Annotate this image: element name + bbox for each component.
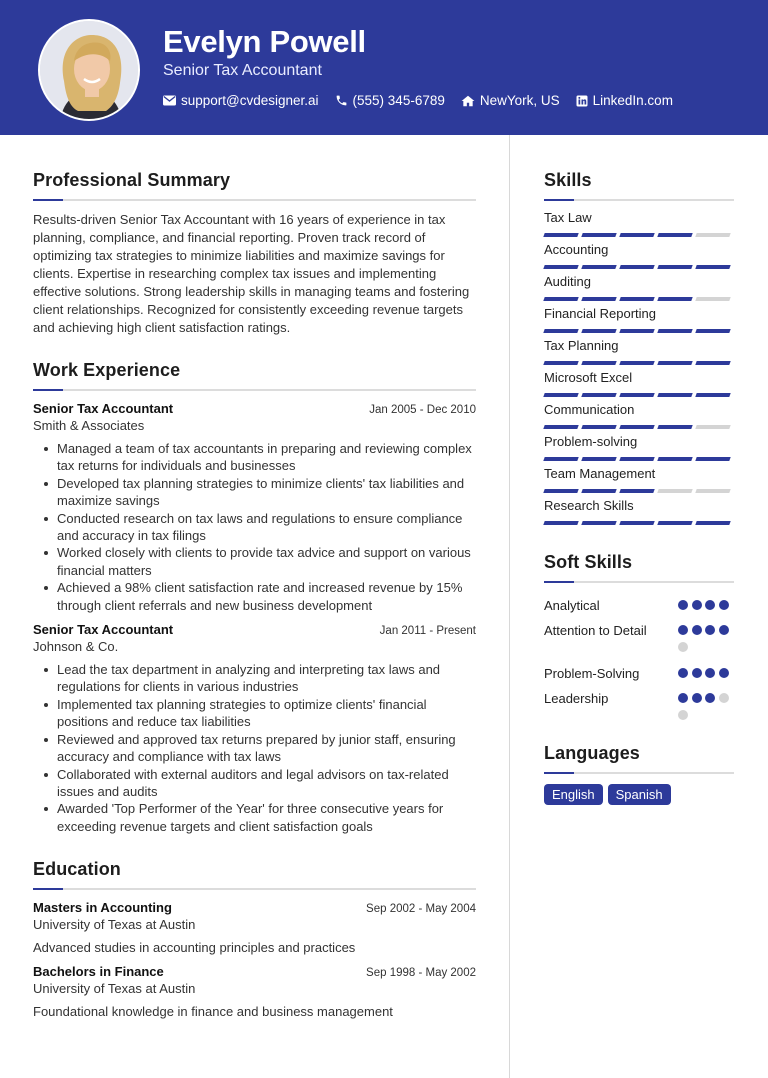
skill-segment-empty [695,489,730,493]
languages-heading: Languages [544,743,640,763]
school-name: University of Texas at Austin [33,917,196,933]
skill-item [544,434,734,466]
soft-skill-name: Attention to Detail [544,623,647,638]
rating-dot-filled [719,625,729,635]
skill-item [544,466,734,498]
skill-segment-filled [657,521,692,525]
skill-item [544,370,734,402]
education-dates: Sep 2002 - May 2004 [366,903,476,916]
skill-segment-filled [619,329,654,333]
skill-name: Problem-solving [544,434,638,449]
skill-segment-filled [581,329,616,333]
education-description: Foundational knowledge in finance and business management [33,1004,393,1020]
skill-name: Microsoft Excel [544,370,633,385]
skill-segment-filled [581,425,616,429]
skill-segment-filled [657,361,692,365]
soft-skill-rating [678,668,734,685]
skill-item [544,306,734,338]
job-bullet: Managed a team of tax accountants in preparing and reviewing complex tax returns for individuals and businesses [43,440,476,475]
skill-item [544,402,734,434]
home-icon [461,95,475,107]
skill-segment-filled [657,265,692,269]
experience-section [33,360,476,835]
job-company: Johnson & Co. [33,639,119,655]
skill-segment-filled [695,329,730,333]
soft-skill-name: Leadership [544,691,609,706]
avatar [38,19,140,121]
skill-level-bar [544,457,734,461]
skill-segment-filled [543,457,578,461]
candidate-name: Evelyn Powell [163,24,366,59]
skill-segment-filled [581,297,616,301]
skill-segment-filled [581,393,616,397]
job-dates: Jan 2005 - Dec 2010 [369,404,476,416]
skill-item [544,498,734,530]
section-rule [544,772,734,774]
education-section [33,859,476,1019]
job-bullet: Awarded 'Top Performer of the Year' for three consecutive years for exceeding revenue targets and client satisfaction goals [43,800,476,835]
skill-segment-filled [543,233,578,237]
main-column [33,170,476,1019]
skill-segment-filled [695,521,730,525]
contact-list [163,93,689,108]
job-bullet: Reviewed and approved tax returns prepared by junior staff, ensuring accuracy and compliance with tax laws [43,731,476,766]
skill-segment-filled [581,233,616,237]
job-bullet: Achieved a 98% client satisfaction rate and increased revenue by 15% through client referrals and new business development [43,579,476,614]
skill-segment-filled [543,329,578,333]
education-heading: Education [33,859,121,880]
soft-skill-item [544,597,734,617]
rating-dot-filled [705,600,715,610]
job-bullet: Conducted research on tax laws and regulations to ensure compliance and accuracy in tax filings [43,510,476,545]
skill-segment-filled [619,265,654,269]
skill-segment-filled [543,361,578,365]
job-bullet: Collaborated with external auditors and legal advisors on tax-related issues and audits [43,766,476,801]
soft-skills-list [544,597,734,727]
skill-segment-filled [619,233,654,237]
candidate-title: Senior Tax Accountant [163,62,322,79]
degree-title: Masters in Accounting [33,900,172,916]
skill-segment-filled [695,361,730,365]
experience-heading: Work Experience [33,360,181,380]
soft-skill-rating [678,625,734,659]
skill-segment-filled [657,233,692,237]
languages-section [544,743,734,805]
rating-dot-filled [692,600,702,610]
section-rule [33,888,476,890]
contact-phone-text: (555) 345-6789 [352,93,445,108]
job-dates: Jan 2011 - Present [379,625,476,638]
rating-dot-filled [705,625,715,635]
section-rule [544,199,734,201]
skill-name: Communication [544,402,635,417]
section-rule [33,389,476,391]
skill-segment-filled [657,329,692,333]
skill-name: Accounting [544,242,609,257]
rating-dot-filled [692,625,702,635]
school-name: University of Texas at Austin [33,981,196,997]
skill-segment-filled [657,297,692,301]
skill-segment-filled [657,425,692,429]
rating-dot-filled [678,600,688,610]
skill-segment-filled [543,265,578,269]
skill-level-bar [544,265,734,269]
language-chip: Spanish [608,784,671,805]
language-chip: English [544,784,603,805]
job-bullets [43,440,476,614]
skill-segment-filled [543,425,578,429]
rating-dot-filled [678,668,688,678]
skill-segment-filled [581,489,616,493]
job-bullet: Implemented tax planning strategies to optimize clients' financial positions and reduce tax liabilities [43,696,476,731]
skill-segment-filled [695,265,730,269]
section-rule [544,581,734,583]
skill-segment-filled [543,297,578,301]
soft-skill-name: Problem-Solving [544,666,640,681]
job-bullet: Lead the tax department in analyzing and interpreting tax laws and regulations for clients in various industries [43,661,476,696]
soft-skill-name: Analytical [544,598,600,613]
skill-name: Auditing [544,274,591,289]
soft-skill-item [544,690,734,727]
rating-dot-filled [705,668,715,678]
education-entry [33,900,476,955]
skill-segment-filled [543,393,578,397]
skill-name: Tax Law [544,210,592,225]
skill-segment-filled [619,297,654,301]
skill-segment-filled [619,457,654,461]
skill-level-bar [544,329,734,333]
contact-email-text: support@cvdesigner.ai [181,93,319,108]
skills-section [544,170,734,530]
skill-segment-filled [619,425,654,429]
contact-linkedin-text: LinkedIn.com [592,93,673,108]
linkedin-icon [576,95,588,107]
rating-dot-empty [678,710,688,720]
skills-list [544,210,734,530]
soft-skill-rating [678,693,734,727]
skill-segment-filled [581,265,616,269]
skill-segment-filled [619,521,654,525]
soft-skill-item [544,622,734,659]
skill-level-bar [544,361,734,365]
rating-dot-filled [719,668,729,678]
skill-segment-filled [543,521,578,525]
skill-level-bar [544,297,734,301]
skill-segment-filled [657,393,692,397]
skill-segment-filled [581,457,616,461]
job-bullet: Developed tax planning strategies to minimize clients' tax liabilities and maximize savings [43,475,476,510]
job-company: Smith & Associates [33,418,145,433]
contact-linkedin[interactable] [576,93,673,108]
rating-dot-filled [719,600,729,610]
resume-header [0,0,768,135]
skill-level-bar [544,425,734,429]
rating-dot-empty [719,693,729,703]
skill-item [544,274,734,306]
job-bullet: Worked closely with clients to provide tax advice and support on various financial matters [43,544,476,579]
soft-skills-heading: Soft Skills [544,552,633,572]
skills-heading: Skills [544,170,592,190]
skill-segment-filled [619,361,654,365]
education-dates: Sep 1998 - May 2002 [366,967,476,980]
skill-segment-filled [581,521,616,525]
education-description: Advanced studies in accounting principles and practices [33,940,356,956]
skill-segment-filled [657,457,692,461]
phone-icon [335,94,348,107]
summary-text: Results-driven Senior Tax Accountant with 16 years of experience in tax planning, compliance, and financial reporting. Proven track record of optimizing tax strategies to minimize liabilities and maximize savings for clients. Expertise in researching complex tax issues and implementing effective solutions. Strong leadership skills in managing teams and fostering client relationships. Recognized for consistently exceeding revenue targets and achieving high client satisfaction ratings. [33,212,470,335]
skill-segment-filled [543,489,578,493]
contact-location [461,93,560,108]
skill-name: Research Skills [544,498,634,513]
skill-segment-empty [695,297,730,301]
skill-item [544,338,734,370]
contact-location-text: NewYork, US [479,93,560,108]
envelope-icon [163,95,176,106]
skill-level-bar [544,233,734,237]
degree-title: Bachelors in Finance [33,964,164,980]
languages-list [544,784,734,805]
skill-segment-filled [695,393,730,397]
job-entry [33,401,476,614]
job-title: Senior Tax Accountant [33,401,174,416]
skill-segment-empty [657,489,692,493]
skill-segment-filled [619,489,654,493]
skill-segment-empty [695,233,730,237]
skill-name: Team Management [544,466,656,481]
skill-segment-filled [695,457,730,461]
job-entry [33,622,476,835]
skill-name: Tax Planning [544,338,619,353]
sidebar-column [544,170,734,805]
column-divider [509,135,510,1078]
profile-photo [40,21,140,121]
rating-dot-filled [692,693,702,703]
rating-dot-filled [678,625,688,635]
rating-dot-filled [678,693,688,703]
skill-item [544,242,734,274]
summary-heading: Professional Summary [33,170,231,190]
section-rule [33,199,476,201]
skill-item [544,210,734,242]
rating-dot-filled [705,693,715,703]
skill-level-bar [544,521,734,525]
rating-dot-filled [692,668,702,678]
skill-segment-empty [695,425,730,429]
summary-section [33,170,476,337]
rating-dot-empty [678,642,688,652]
skill-level-bar [544,489,734,493]
skill-segment-filled [581,361,616,365]
job-bullets [43,661,476,835]
soft-skills-section [544,552,734,727]
skill-segment-filled [619,393,654,397]
contact-phone[interactable] [335,93,445,108]
soft-skill-rating [678,600,734,617]
education-entry [33,964,476,1019]
skill-name: Financial Reporting [544,306,657,321]
job-title: Senior Tax Accountant [33,622,174,638]
contact-email[interactable] [163,93,319,108]
soft-skill-item [544,665,734,685]
skill-level-bar [544,393,734,397]
